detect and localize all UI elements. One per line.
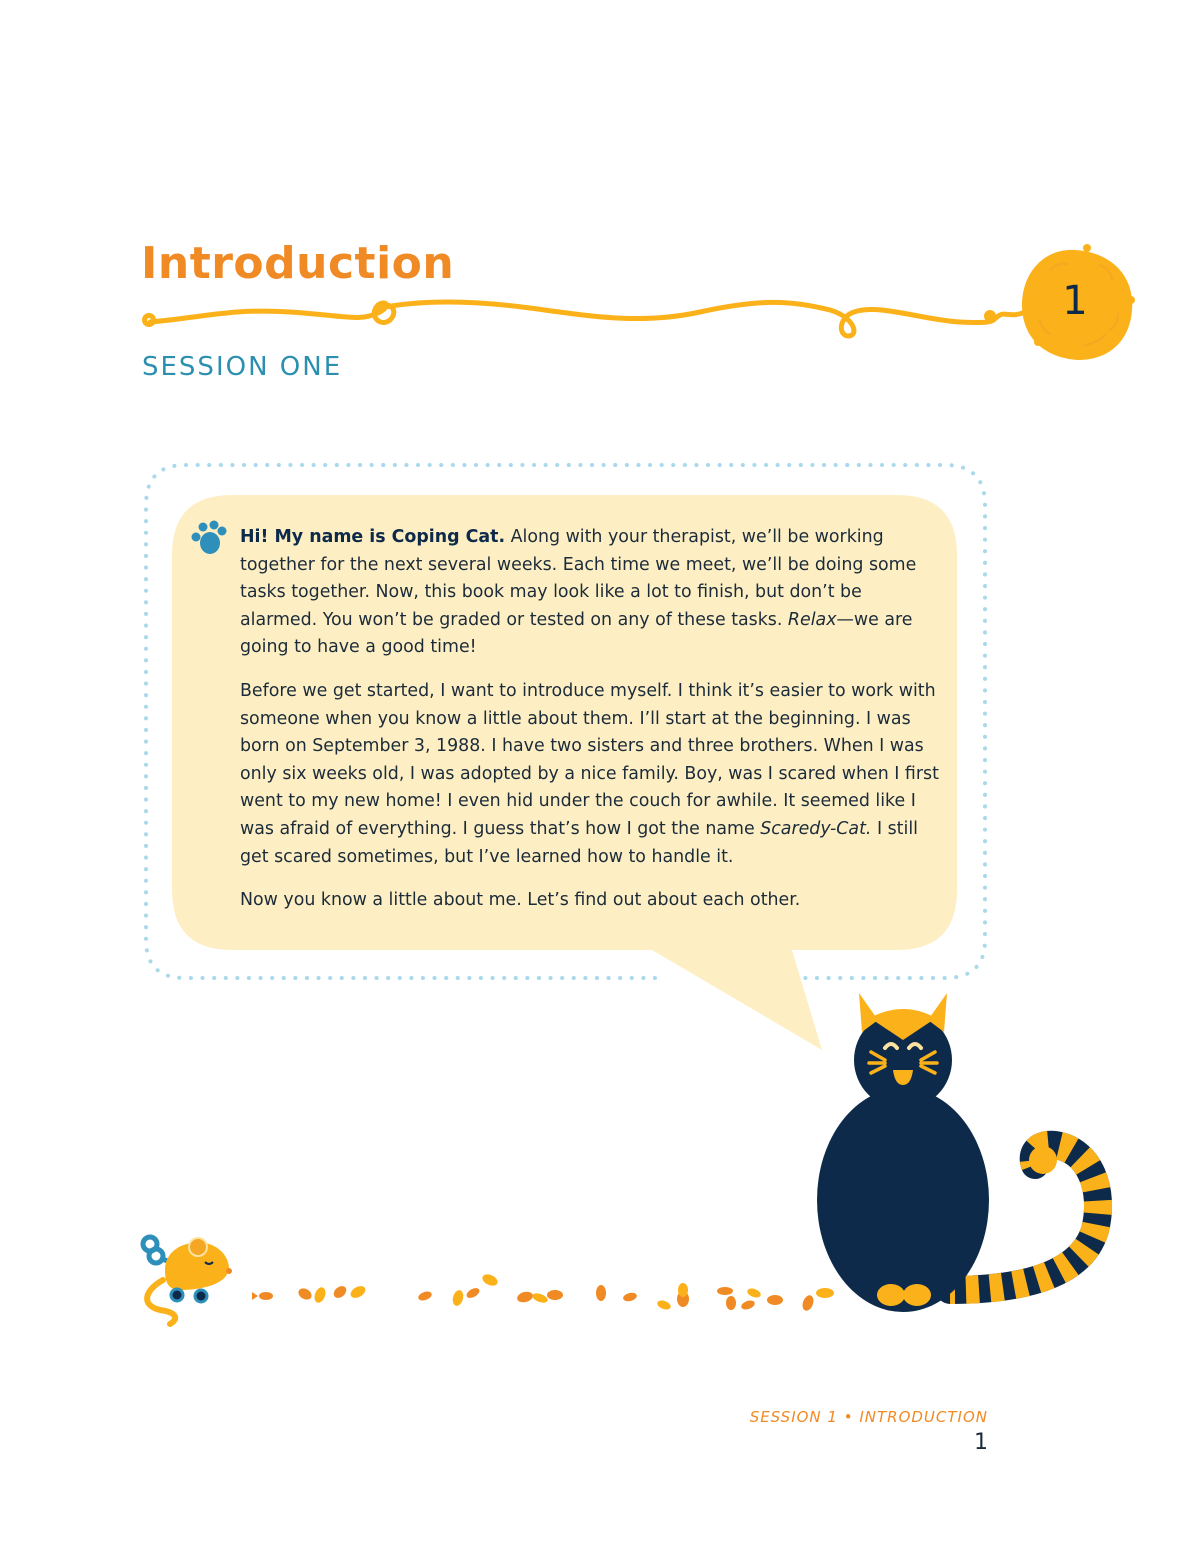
paragraph-text: —we are going to have a good time! xyxy=(240,609,913,658)
bubble-paragraph-3 xyxy=(240,887,940,915)
paragraph-text: Before we get started, I want to introduce myself. I think it’s easier to work with someone when you know a little about them. I’ll start at the beginning. I was born on September 3, 1988. I have two sisters and three brothers. When I was only six weeks old, I was adopted by a nice family. Boy, was I scared when I first went to my new home! I even hid under the couch for awhile. It seemed like I was afraid of everything. I guess that’s how I got the name xyxy=(240,680,939,839)
bubble-paragraph-2 xyxy=(240,678,940,871)
greeting-bold: Hi! My name is Coping Cat. xyxy=(240,527,506,547)
paragraph-text: I still get scared sometimes, but I’ve learned how to handle it. xyxy=(240,818,918,867)
session-label: SESSION ONE xyxy=(142,352,343,382)
speech-bubble-text xyxy=(240,524,940,931)
chapter-number-badge: 1 xyxy=(1062,278,1088,324)
emphasis-relax: Relax xyxy=(787,609,837,630)
running-footer: SESSION 1 • INTRODUCTION xyxy=(749,1408,988,1426)
page-number: 1 xyxy=(974,1430,988,1455)
wind-up-mouse-icon xyxy=(143,1237,232,1324)
yarn-string-icon xyxy=(145,302,1026,336)
paragraph-text: Along with your therapist, we’ll be working together for the next several weeks. Each time we meet, we’ll be doing some tasks together. Now, this book may look like a lot to finish, but don’t be alarmed. You won’t be graded or tested on any of these tasks. xyxy=(240,527,917,630)
goldfish-crackers-trail-icon xyxy=(252,1272,834,1312)
bubble-paragraph-1 xyxy=(240,524,940,662)
chapter-title: Introduction xyxy=(141,238,455,289)
paragraph-text: Now you know a little about me. Let’s find out about each other. xyxy=(240,890,801,911)
coping-cat-icon xyxy=(817,993,1098,1312)
emphasis-scaredy-cat: Scaredy-Cat. xyxy=(760,818,872,839)
